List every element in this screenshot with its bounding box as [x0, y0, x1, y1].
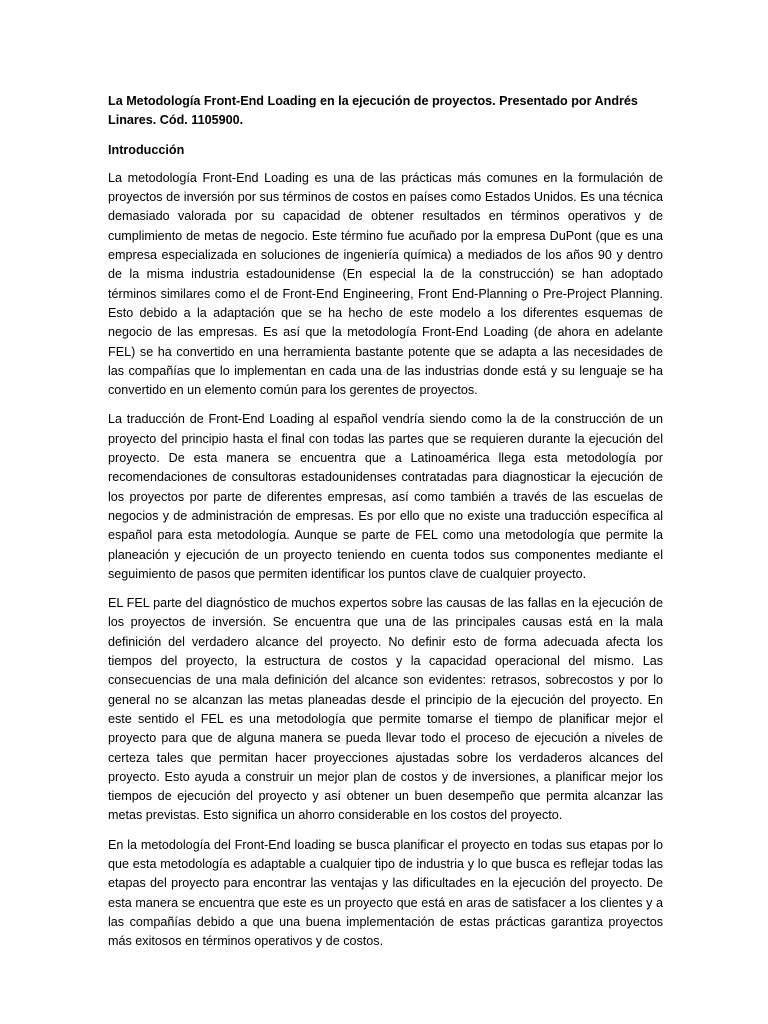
paragraph-2: La traducción de Front-End Loading al español vendría siendo como la de la construcción de un proyecto del principio hasta el final con todas las partes que se requieren durante la ejecución del proyecto. De esta manera se encuentra que a Latinoamérica llega esta metodología por recomendaciones de consultoras estadounidenses contratadas para diagnosticar la ejecución de los proyectos por parte de diferentes empresas, así como también a través de las escuelas de negocios y de administración de empresas. Es por ello que no existe una traducción específica al español para esta metodología. Aunque se parte de FEL como una metodología que permite la planeación y ejecución de un proyecto teniendo en cuenta todos sus componentes mediante el seguimiento de pasos que permiten identificar los puntos clave de cualquier proyecto. [108, 412, 663, 581]
paragraph-3: EL FEL parte del diagnóstico de muchos expertos sobre las causas de las fallas en la ejecución de los proyectos de inversión. Se encuentra que una de las principales causas está en la mala definición del verdadero alcance del proyecto. No definir esto de forma adecuada afecta los tiempos del proyecto, la estructura de costos y la capacidad operacional del mismo. Las consecuencias de una mala definición del alcance son evidentes: retrasos, sobrecostos y por lo general no se alcanzan las metas planeadas desde el principio de la ejecución del proyecto. En este sentido el FEL es una metodología que permite tomarse el tiempo de planificar mejor el proyecto para que de alguna manera se pueda llevar todo el proceso de ejecución a niveles de certeza tales que permitan hacer proyecciones ajustadas sobre los verdaderos alcances del proyecto. Esto ayuda a construir un mejor plan de costos y de inversiones, a planificar mejor los tiempos de ejecución del proyecto y así obtener un buen desempeño que permita alcanzar las metas previstas. Esto significa un ahorro considerable en los costos del proyecto. [108, 596, 663, 823]
section-heading: Introducción [108, 142, 185, 157]
document-page [108, 92, 663, 961]
paragraph-1: La metodología Front-End Loading es una de las prácticas más comunes en la formulación de proyectos de inversión por sus términos de costos en países como Estados Unidos. Es una técnica demasiado valorada por su capacidad de obtener resultados en términos operativos y de cumplimiento de metas de negocio. Este término fue acuñado por la empresa DuPont (que es una empresa especializada en soluciones de ingeniería química) a mediados de los años 90 y dentro de la misma industria estadounidense (En especial la de la construcción) se han adoptado términos similares como el de Front-End Engineering, Front End-Planning o Pre-Project Planning. Esto debido a la adaptación que se ha hecho de este modelo a los diferentes esquemas de negocio de las empresas. Es así que la metodología Front-End Loading (de ahora en adelante FEL) se ha convertido en una herramienta bastante potente que se adapta a las necesidades de las compañías que lo implementan en cada una de las industrias donde está y su lenguaje se ha convertido en un elemento común para los gerentes de proyectos. [108, 170, 663, 398]
document-title: La Metodología Front-End Loading en la ejecución de proyectos. Presentado por Andrés Linares. Cód. 1105900. [108, 94, 638, 128]
paragraph-4: En la metodología del Front-End loading se busca planificar el proyecto en todas sus etapas por lo que esta metodología es adaptable a cualquier tipo de industria y lo que busca es reflejar todas las etapas del proyecto para encontrar las ventajas y las dificultades en la ejecución del proyecto. De esta manera se encuentra que este es un proyecto que está en aras de satisfacer a los clientes y a las compañías debido a que una buena implementación de estas prácticas garantiza proyectos más exitosos en términos operativos y de costos. [108, 837, 663, 949]
